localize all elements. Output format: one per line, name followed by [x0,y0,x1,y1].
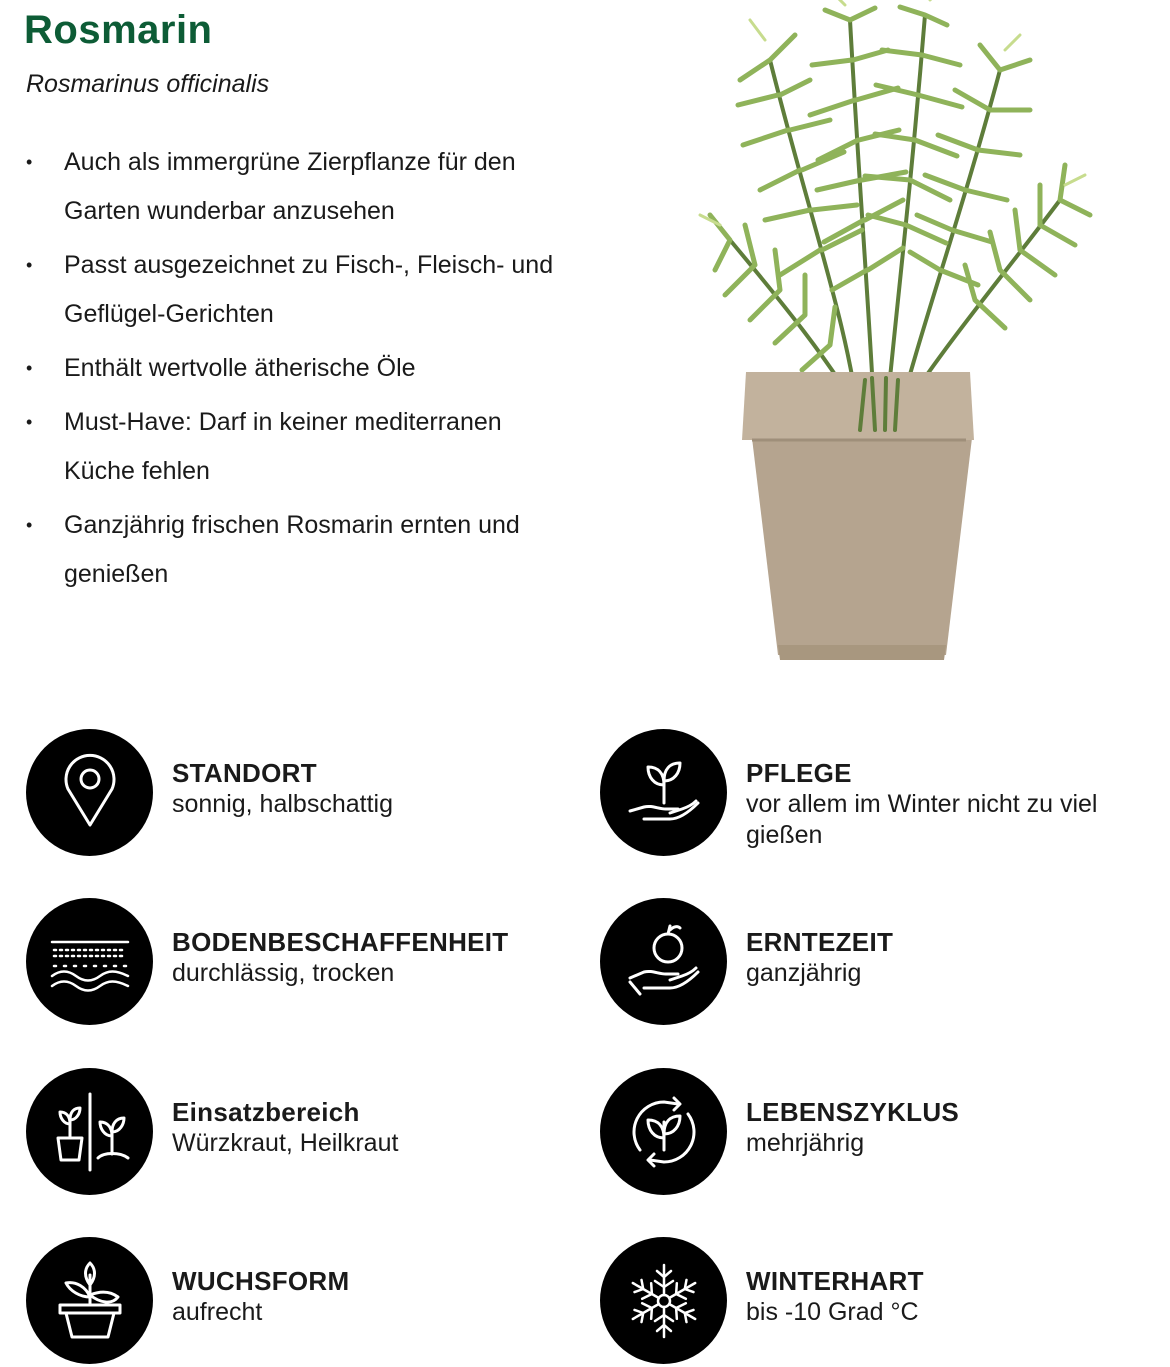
hand-sprout-icon [600,729,727,856]
list-item: • Passt ausgezeichnet zu Fisch-, Fleisch- und Geflügel-Gerichten [26,241,566,339]
feature-boden [26,898,586,1028]
plant-cycle-icon [600,1068,727,1195]
feature-pflege [600,729,1160,859]
pot-and-ground-plant-icon [26,1068,153,1195]
bullet-icon: • [26,412,33,432]
bullet-icon: • [26,255,33,275]
list-item: • Enthält wertvolle ätherische Öle [26,344,566,393]
feature-label: ERNTEZEIT [746,927,894,957]
hand-fruit-icon [600,898,727,1025]
feature-label: BODENBESCHAFFENHEIT [172,927,509,957]
feature-value: vor allem im Winter nicht zu viel gießen [746,790,1098,849]
feature-erntezeit [600,898,1160,1028]
soil-layers-icon [26,898,153,1025]
botanical-name: Rosmarinus officinalis [26,70,270,98]
feature-value: sonnig, halbschattig [172,790,393,818]
location-pin-icon [26,729,153,856]
feature-einsatzbereich [26,1068,586,1198]
bullet-icon: • [26,152,33,172]
feature-value: mehrjährig [746,1129,865,1157]
feature-label: PFLEGE [746,758,852,788]
feature-lebenszyklus [600,1068,1160,1198]
feature-label: WUCHSFORM [172,1266,350,1296]
feature-standort [26,729,586,859]
feature-wuchsform [26,1237,586,1367]
feature-value: bis -10 Grad °C [746,1298,919,1326]
snowflake-icon [600,1237,727,1364]
feature-label: LEBENSZYKLUS [746,1097,960,1127]
feature-value: ganzjährig [746,959,862,987]
feature-value: aufrecht [172,1298,263,1326]
feature-bullet-list [26,138,566,604]
feature-label: STANDORT [172,758,317,788]
bullet-icon: • [26,515,33,535]
list-item: • Auch als immergrüne Zierpflanze für den Garten wunderbar anzusehen [26,138,566,236]
bullet-icon: • [26,358,33,378]
feature-winterhart [600,1237,1160,1367]
feature-value: durchlässig, trocken [172,959,395,987]
list-item: • Ganzjährig frischen Rosmarin ernten und genießen [26,501,566,599]
rosemary-plant-image [660,0,1120,670]
feature-label: WINTERHART [746,1266,924,1296]
list-item: • Must-Have: Darf in keiner mediterranen Küche fehlen [26,398,566,496]
feature-label: Einsatzbereich [172,1097,360,1127]
potted-plant-icon [26,1237,153,1364]
feature-value: Würzkraut, Heilkraut [172,1129,399,1157]
page-title: Rosmarin [24,8,213,52]
